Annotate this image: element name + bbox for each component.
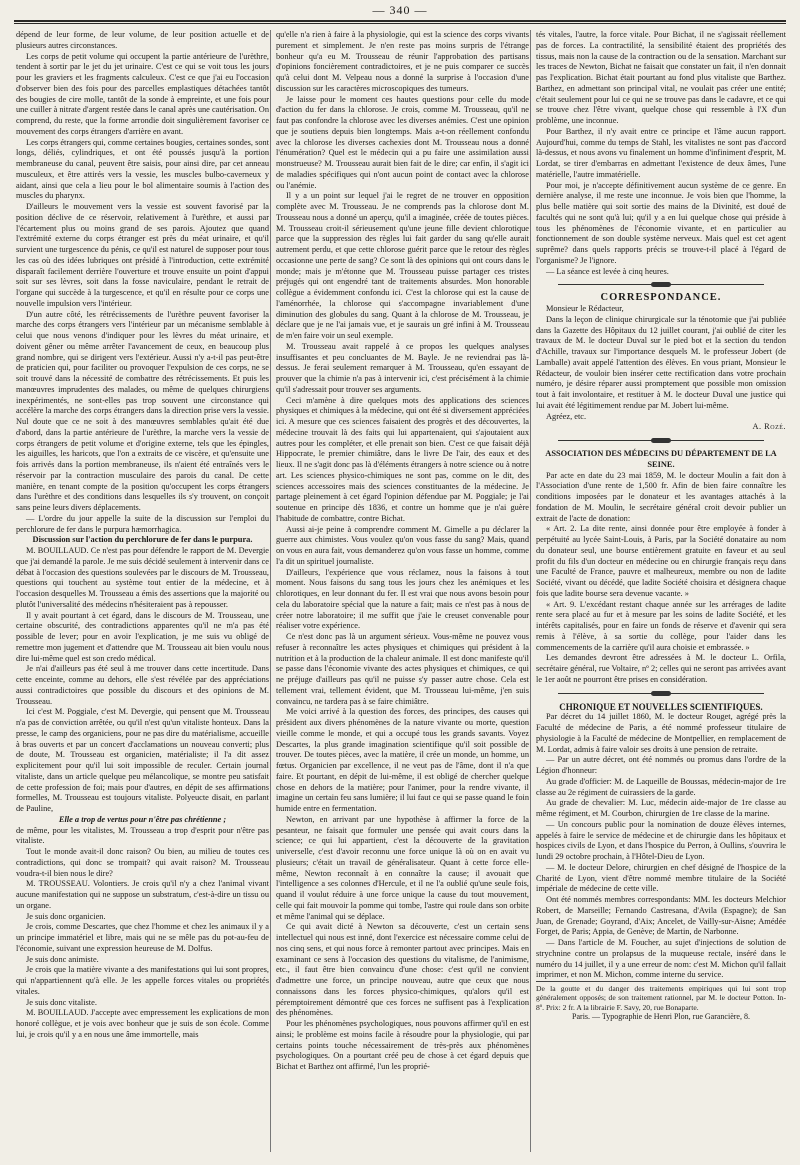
section-heading: Discussion sur l'action du perchlorure de fer dans le purpura. (32, 535, 253, 545)
ornament-divider (558, 437, 764, 445)
paragraph: Les corps de petit volume qui occupent la partie antérieure de l'urèthre, tendent à sortir par le jet du jet urinaire. C'est ce qui se voit tous les jours pour les graviers et les fragments calculeux. C'est ce que j'ai eu l'occasion d'observer bien des fois pour des parcelles emplastiques détachées tantôt des bougies de cire molle, tantôt de la sonde à empreinte, et une fois pour une cuiller à nitrate d'argent restée dans le canal après une cautérisation. On comprend, du reste, que la forme arrondie doit singulièrement favoriser ce mouvement des corps étrangers d'arrière en avant. (16, 51, 269, 136)
paragraph: Newton, en arrivant par une hypothèse à affirmer la force de la pesanteur, ne faisait que formuler une pensée qui avait cours dans la science; ce qui lui appartient, c'est la découverte de la gravitation universelle, c'est d'avoir reconnu une force unique là où on en avait vu plusieurs; c'était un travail de généralisateur. Quant à cette force elle-même, Newton reconnaît à en connaître la cause; il avouait que l'intelligence a ses colonnes d'Hercule, et il ne l'a oublié qu'une seule fois, quand il voulut réduire à une force unique la cause du tout mouvement, celle qui fait mouvoir la pomme qui tombe, l'astre qui roule dans son orbite et même l'animal qui se déplace. (276, 814, 529, 921)
paragraph: qu'elle n'a rien à faire à la physiologie, qui est la science des corps vivants purement et simplement. Je n'en reste pas moins surpris de l'étrange bonheur qu'a eu M. Trousseau de réunir l'approbation des partisans d'opinions foncièrement contradictoires, et je ne puis comparer ce succès qu'à celui dont M. Velpeau nous a donné la surprise à l'occasion d'une discussion sur les caractères microscopiques des tumeurs. (276, 30, 529, 93)
top-rule-thin (14, 23, 786, 24)
paragraph: Par acte en date du 23 mai 1859, M. le docteur Moulin a fait don à l'Association d'une rente de 1,500 fr. Afin de bien faire connaître les conditions imposées par le donateur et les avantages attachés à la fondation de M. Moulin, le secrétaire général croit devoir publier un extrait de l'acte de donation: (536, 470, 786, 523)
quotation: Elle a trop de vertus pour n'être pas chrétienne ; (58, 814, 227, 824)
paragraph: Pour moi, je n'accepte définitivement aucun système de ce genre. En dernière analyse, il me reste une inconnue. Je vois bien que l'homme, la plus belle matière qui soit sortie des mains de la Divinité, est doué de facultés qui ne sont qu'à lui; qu'il y a en lui quelque chose qui préside à tous les phénomènes de l'économie vivante, et en particulier au fonctionnement de son double système nerveux. Mais quel est cet agent suprême? dans quels rapports précis se trouve-t-il placé à l'égard de l'organisme? Je l'ignore. (536, 180, 786, 265)
paragraph: — Par un autre décret, ont été nommés ou promus dans l'ordre de la Légion d'honneur: (536, 755, 786, 775)
paragraph: Les demandes devront être adressées à M. le docteur L. Orfila, secrétaire général, rue Voltaire, nº 2; celles qui ne seront pas arrivées avant le 1er août ne pourront être prises en considération. (536, 653, 786, 684)
paragraph: M. TROUSSEAU. Volontiers. Je crois qu'il n'y a chez l'animal vivant aucune manifestation qui ne suppose un substratum, c'est-à-dire un tissu ou un organe. (16, 879, 269, 910)
paragraph: M. Trousseau avait rappelé à ce propos les quelques analyses insuffisantes et peu concluantes de M. Bayle. Je ne reviendrai pas là-dessus. Je ferai seulement remarquer à M. Trousseau, qu'en essayant de prouver que la chimie n'a pas à intervenir ici, c'est précisément à la chimie qu'il s'adressait pour trouver ses arguments. (276, 341, 529, 394)
section-heading-association: ASSOCIATION DES MÉDECINS DU DÉPARTEMENT DE LA SEINE. (545, 449, 777, 469)
paragraph: — La séance est levée à cinq heures. (546, 266, 669, 276)
paragraph: Au grade de chevalier: M. Luc, médecin aide-major de 1re classe au même régiment, et M. Courbon, chirurgien de 1re classe de la marine. (536, 798, 786, 818)
paragraph: Aussi ai-je peine à comprendre comment M. Gimelle a pu déclarer la guerre aux chimistes. Vous voulez qu'on vous fasse du sang? Mais, quand on vous en aura fait, vous demanderez qu'on vous fasse un homme, comme l'a dit un spirituel journaliste. (276, 524, 529, 566)
paragraph: Tout le monde avait-il donc raison? Ou bien, au milieu de toutes ces contradictions, qui donc se trompait? qui avait raison? M. Trousseau voudra-t-il bien nous le dire? (16, 847, 269, 878)
paragraph: D'ailleurs, l'expérience que vous réclamez, nous la faisons à tout moment. Nous faisons du sang tous les jours chez les anémiques et les chlorotiques, en leur donnant du fer. Il est vrai que nous avons besoin pour cela du laboratoire spécial que la nature a fait; mais ce n'est pas à nous de créer notre laboratoire; il me suffit que j'aie le creuset convenable pour réaliser votre expérience. (276, 567, 529, 631)
paragraph: Au grade d'officier: M. de Laqueille de Boussas, médecin-major de 1re classe au 2e régiment de cuirassiers de la garde. (536, 776, 786, 797)
paragraph: Pour Barthez, il n'y avait entre ce principe et l'âme aucun rapport. Aujourd'hui, comme du temps de Stahl, les vitalistes ne sont pas d'accord là-dessus, et nous avons vu finalement un homme d'infiniment d'esprit, M. Lordat, se tirer d'embarras en admettant l'existence de deux âmes, l'une matérielle, l'autre immatérielle. (536, 126, 786, 179)
book-notice: De la goutte et du danger des traitements empiriques qui lui sont trop généralement opposés; de son traitement rationnel, par M. le docteur Potton. In-8º. Prix: 2 fr. A la librairie F. Savy, 20, rue Bonaparte. (536, 981, 786, 1012)
paragraph: — Un concours public pour la nomination de douze élèves internes, appelés à faire le service de médecine et de chirurgie dans les hôpitaux et hospices civils de Lyon, et dans l'hospice du Perron, à Oullins, s'ouvrira le lundi 29 octobre prochain, à l'Hôtel-Dieu de Lyon. (536, 819, 786, 861)
paragraph: Ont été nommés membres correspondants: MM. les docteurs Melchior Robert, de Marseille; Fernando Castresana, d'Avila (Espagne); de San Juan, de Grenade; Goyrand, d'Aix; Ancelet, de Vailly-sur-Aisne; Amédée Forget, de Paris; Appia, de Genève; de Martin, de Narbonne. (536, 895, 786, 937)
paragraph: D'un autre côté, les rétrécissements de l'urèthre peuvent favoriser la marche des corps étrangers vers l'intérieur par un mécanisme semblable à celui que nous venons d'indiquer pour les lèvres du méat urinaire, et doivent gêner ou même arrêter l'avancement de ceux, en beaucoup plus grand nombre, qui se dirigent vers l'extérieur. Aussi n'y a-t-il pas peut-être de praticien qui, pour faciliter ou provoquer l'expulsion de ces corps, ne se soit trouvé dans la nécessité de combattre des rétrécissements. Et puis les manœuvres imprudentes des malades, ou même de quelques chirurgiens inexpérimentés, ne sont-elles pas trop souvent une circonstance qui accélère la marche des corps étrangers dans la direction prise vers la vessie. Nul doute que ce ne soit à des manœuvres semblables qu'ait été due d'abord, dans la partie antérieure de l'urèthre, la marche vers la vessie de corps étrangers de petit volume et d'origine externe, tels que les épingles, les aiguilles, les haricots, que l'on a extraits de ce viscère, et qu'ensuite une fois arrivés dans la portion membraneuse, ils n'aient été entraînés vers le réservoir par la contraction musculaire des parois du canal. De cette manière, en tenant compte de la position qu'occupent les corps étrangers dans l'urèthre et des conditions dans lesquelles ils s'y trouvent, on conçoit sans peine leurs divers déplacements. (16, 309, 269, 512)
signature: A. Rozé. (752, 422, 786, 432)
paragraph: D'ailleurs le mouvement vers la vessie est souvent favorisé par la position déclive de ce réservoir, relativement à l'urèthre, et aussi par l'écartement plus ou moins grand de ses parois. Ajoutez que quand l'extrémité externe du corps étranger est près du méat urinaire, et qu'il survient une turgescence du pénis, ce qu'il est naturel de supposer pour tous les cas où des idées lubriques ont présidé à l'introduction, cette extrémité disparaît facilement derrière l'ouverture et trouve ensuite un point d'appui soit sur ses lèvres, soit dans la fosse naviculaire, pendant le retrait de l'organe qui succède à la turgescence, et qu'il en résulte pour ce corps une nouvelle impulsion vers l'intérieur. (16, 202, 269, 308)
paragraph: — Dans l'article de M. Foucher, au sujet d'injections de solution de strychnine contre un prolapsus de la muqueuse rectale, inséré dans le numéro du 14 juillet, il y a une erreur de nom: c'est M. Michon qu'il fallait imprimer, et non M. Michon, comme interne du service. (536, 938, 786, 980)
paragraph: — L'ordre du jour appelle la suite de la discussion sur l'emploi du perchlorure de fer dans le purpura hæmorrhagica. (16, 513, 269, 534)
column-3 (536, 30, 786, 1152)
paragraph: dépend de leur forme, de leur volume, de leur position actuelle et de plusieurs autres circonstances. (16, 30, 269, 50)
paragraph: Il y a un point sur lequel j'ai le regret de ne trouver en opposition complète avec M. Trousseau. Je ne comprends pas la chlorose dont M. Trousseau nous a donné un aperçu, qu'il a imaginée, créée de toutes pièces. M. Trousseau croit-il sérieusement qu'une jeune fille devient chlorotique parce que la suppression des règles lui fait garder du sang qu'elle aurait autrement perdu, et que cette chlorose guérit parce que le retour des règles occasionne une perte de sang? Ce sont là des opinions qui ont cours dans le monde; mais je m'étonne que M. Trousseau puisse partager ces tristes préjugés qui ont engendré tant de traitements absurdes. Mon honorable collègue a évidemment confondu ici. C'est la chlorose qui est la cause de l'aménorrhée, la chlorose qui s'accompagne invariablement d'une diminution des globules du sang. Quant à la chlorose de M. Trousseau, je déclare que je ne l'ai jamais vue, et je saurais un gré infini à M. Trousseau de m'en faire voir un seul exemple. (276, 191, 529, 340)
paragraph: Il y avait pourtant à cet égard, dans le discours de M. Trousseau, une certaine obscurité, des contradictions apparentes qu'il ne m'a pas été possible de lever; pour en avoir l'explication, je me suis vu obligé de remettre mon jugement et d'attendre que M. Trousseau ait bien voulu nous dire lui-même quel est son credo médical. (16, 610, 269, 663)
paragraph: Je suis donc vitaliste. (26, 997, 97, 1007)
column-2 (276, 30, 529, 1152)
column-divider (270, 30, 271, 1152)
paragraph: Ce qui avait dicté à Newton sa découverte, c'est un certain sens intellectuel qui nous est inné, dont l'exercice est nécessaire comme celui de nos cinq sens, et qui nous force à remonter partout avec principes. Mais en examinant ce sens à l'occasion des questions du vitalisme, de l'animisme, etc., il faut être bien convaincu d'une chose: c'est qu'il ne convient d'admettre une force, un principe nouveau, autre que ceux que nous connaissons dans les forces physico-chimiques, qu'alors qu'il est péremptoirement démontré que ces forces ne suffisent pas à l'explication des phénomènes. (276, 922, 529, 1018)
column-1 (16, 30, 269, 1152)
paragraph: « Art. 2. La dite rente, ainsi donnée pour être employée à fonder à perpétuité au lycée Saint-Louis, à Paris, par la Société donataire au nom du donateur seul, une bourse entièrement gratuite en faveur et au seul profit du fils d'un docteur en médecine ou en chirurgie français reçu dans une Faculté de France, pauvre et malheureux, membre ou non de ladite Société, vivant ou décédé, que ladite Société choisira et désignera chaque fois que ladite bourse sera devenue vacante. » (536, 524, 786, 598)
salutation: Monsieur le Rédacteur, (546, 304, 624, 313)
paragraph: Me voici arrivé à la question des forces, des principes, des causes qui président aux divers phénomènes de la nature vivante ou morte, question vieille comme le monde, et qui a occupé tous les grands savants. Voyez Descartes, la plus grande imagination scientifique qu'il soit possible de trouver. De toutes pièces, avec la matière, il crée un monde, un homme, un fœtus. Organicien par excellence, il ne veut pas de l'âme, dont il n'a que faire. Et pourtant, en dépit de lui-même, il est obligé de chercher quelque chose en dehors de la matière; pour l'animer, pour la rendre vivante, il imagine un certain feu sans lumière; il lui faut ce qui se passe quand le foin humide entre en fermentation. (276, 707, 529, 813)
paragraph: Dans la leçon de clinique chirurgicale sur la ténotomie que j'ai publiée dans la Gazette des Hôpitaux du 12 juillet courant, j'ai oublié de citer les travaux de M. le docteur Duval sur le pied bot et la section du tendon d'Achille, travaux sur l'importance desquels M. le professeur Jobert (de Lamballe) avait appelé l'attention des élèves. En vous priant, Monsieur le Rédacteur, de vouloir bien insérer cette rectification dans votre prochain numéro, je désire réparer aussi promptement que possible mon omission tout à fait involontaire, et restituer à M. le docteur Duval une justice qui lui avait été légitimement rendue par M. Jobert lui-même. (536, 314, 786, 410)
paragraph: Les corps étrangers qui, comme certaines bougies, certaines sondes, sont longs, déliés, cylindriques, et ont été poussés jusqu'à la portion membraneuse du canal, peuvent être saisis, pour ainsi dire, par cet anneau musculeux, et être attirés vers la vessie, les muscles bulbo-caverneux y aidant, ainsi que cela a lieu pour le bol alimentaire soumis à l'action des muscles du pharynx. (16, 137, 269, 201)
paragraph: — M. le docteur Delore, chirurgien en chef désigné de l'hospice de la Charité de Lyon, vient d'être nommé membre titulaire de la Société impériale de médecine de cette ville. (536, 862, 786, 894)
paragraph: M. BOUILLAUD. Ce n'est pas pour défendre le rapport de M. Devergie que j'ai demandé la parole. Je me suis décidé seulement à intervenir dans ce débat à l'occasion des questions soulevées par le discours de M. Trousseau, questions qui touchent au système tout entier de la médecine, et à l'occasion desquelles M. Trousseau a émis des assertions que la majorité ou plutôt l'universalité des médecins n'hésiteraient pas à repousser. (16, 546, 269, 609)
section-heading-correspondance: CORRESPONDANCE. (600, 292, 722, 304)
paragraph: M. BOUILLAUD. J'accepte avec empressement les explications de mon honoré collègue, et je vois avec bonheur que je suis de son école. Comme lui, je crois qu'il y a en nous une âme immortelle, mais (16, 1008, 269, 1039)
paragraph: de même, pour les vitalistes, M. Trousseau a trop d'esprit pour n'être pas vitaliste. (16, 825, 269, 846)
closing: Agréez, etc. (546, 411, 587, 421)
paragraph: Ceci m'amène à dire quelques mots des applications des sciences physiques et chimiques à la médecine, qui ont été si diversement appréciées ici. A mesure que ces sciences faisaient des progrès et des découvertes, la médecine trouvait là des faits qui lui appartenaient, qui s'ajoutaient aux autres pour les compléter, et elle prenait son bien. C'est ce que faisait déjà Hippocrate, le premier chimiâtre, dans le livre De l'air, des eaux et des lieux. Il ne s'agit donc pas là d'éléments étrangers à notre science ou à notre art. Les sciences physico-chimiques ne sont pas, comme on le dit, des sciences accessoires mais des sciences constituantes de la médecine. Je partage pleinement à cet égard l'opinion défendue par M. Poggiale; je l'ai soutenue en principe dès 1836, et contre un homme que je n'ai guère l'habitude de combattre, contre Bichat. (276, 395, 529, 523)
ornament-divider (558, 281, 764, 289)
paragraph: tés vitales, l'autre, la force vitale. Pour Bichat, il ne s'agissait réellement pas de forces. La contractilité, la sensibilité étaient des propriétés des tissus, mais non la cause de la contraction ou de la sensation. Marchant sur les traces de Newton, Bichat ne faisait que constater un fait, il n'en donnait pas l'explication. Bichat était pourtant au fond plus vitaliste que Barthez. Barthez, en admettant son principal vital, ne voulait pas créer une entité; c'était seulement pour lui ce qui ne se trouve pas dans le cadavre, et ce qui se trouve chez l'être vivant, quelque chose qui ressemble à l'X d'un problème, une inconnue. (536, 30, 786, 125)
paragraph: Je suis donc animiste. (26, 954, 99, 964)
paragraph: « Art. 9. L'excédant restant chaque année sur les arrérages de ladite rente sera placé au fur et à mesure par les soins de ladite Société, et les intérêts capitalisés, pour en faire un fonds de réserve et d'avenir qui sera remis à l'élève, à sa sortie du collège, pour l'aider dans les commencements de la carrière qu'il aura choisie et embrassée. » (536, 599, 786, 652)
paragraph: Ici c'est M. Poggiale, c'est M. Devergie, qui pensent que M. Trousseau n'a pas de conviction arrêtée, ou qu'il n'est qu'un vitaliste honteux. Dans la presse, le camp des organiciens, pour ne pas dire du matérialisme, accueille à bras ouverts et par un concert d'acclamations un nouveau converti; plus de doute, M. Trousseau est organicien, matérialiste; il l'a dit assez explicitement pour qu'il lui soit impossible de reculer. Certain journal vitaliste, dans un article quelque peu mélancolique, se montre peu satisfait de cette profession de foi; mais pour d'autres, en dépit de ses affirmations formelles, M. Trousseau est toujours vitaliste. Polyeucte disait, en parlant de Pauline, (16, 707, 269, 813)
paragraph: Ce n'est donc pas là un argument sérieux. Vous-même ne pouvez vous refuser à reconnaître les actes physiques et chimiques qui président à la nutrition et à la production de la chaleur animale. Il est donc manifeste qu'il se passe dans l'économie vivante des actes physiques et chimiques, ce qui ne préjuge d'ailleurs pas qu'il ne puisse s'y passer autre chose. Cela est tellement vrai, tellement évident, que M. Trousseau lui-même, j'en suis convaincu, ne tardera pas à se faire chimiâtre. (276, 632, 529, 706)
paragraph: Pour les phénomènes psychologiques, nous pouvons affirmer qu'il en est ainsi; le problème est moins facile à résoudre pour la physiologie, qui par certains points touche nécessairement de très-près aux phénomènes psychologiques. On a pourtant créé peu de chose à cet égard depuis que Bichat et Barthez ont affirmé, l'un les proprié- (276, 1019, 529, 1071)
ornament-divider (558, 690, 764, 698)
paragraph: Par décret du 14 juillet 1860, M. le docteur Rouget, agrégé près la Faculté de médecine de Paris, a été nommé professeur titulaire de physiologie à la Faculté de médecine de Montpellier, en remplacement de M. Lordat, admis à faire valoir ses droits à une pension de retraite. (536, 712, 786, 754)
paragraph: Je n'ai d'ailleurs pas été seul à me trouver dans cette incertitude. Dans cette enceinte, comme au dehors, elle s'est révélée par des appréciations aussi contradictoires que possible du discours et des opinions de M. Trousseau. (16, 664, 269, 706)
printer-imprint: Paris. — Typographie de Henri Plon, rue Garancière, 8. (572, 1012, 750, 1022)
paragraph: Je crois, comme Descartes, que chez l'homme et chez les animaux il y a un principe immatériel et libre, mais qui ne se mêle pas du pot-au-feu de l'économie, suivant une expression heureuse de M. Dolfus. (16, 922, 269, 953)
top-rule (14, 20, 786, 22)
page-number: — 340 — (372, 3, 428, 17)
paragraph: Je crois que la matière vivante a des manifestations qui lui sont propres, qui n'appartiennent qu'à elle. Je les appelle forces vitales ou propriétés vitales. (16, 965, 269, 996)
paragraph: Je laisse pour le moment ces hautes questions pour celle du mode d'action du fer dans la chlorose. Je crois, comme M. Trousseau, qu'il ne faut pas confondre la chlorose avec les diverses anémies. C'est une opinion que je soutiens depuis bien longtemps. Mais a-t-on réellement confondu avec la chlorose les diverses cachexies dont M. Trousseau nous a donné l'énumération? Quel est le médecin qui a pu faire une assimilation aussi monstrueuse? M. Trousseau aurait bien fait de le dire; car enfin, il s'agit ici de maladies spécifiques qui n'ont aucun point de contact avec la chlorose ou l'anémie. (276, 94, 529, 190)
section-heading-chronique: CHRONIQUE ET NOUVELLES SCIENTIFIQUES. (559, 701, 763, 712)
paragraph: Je suis donc organicien. (26, 911, 106, 921)
column-divider (530, 30, 531, 1152)
